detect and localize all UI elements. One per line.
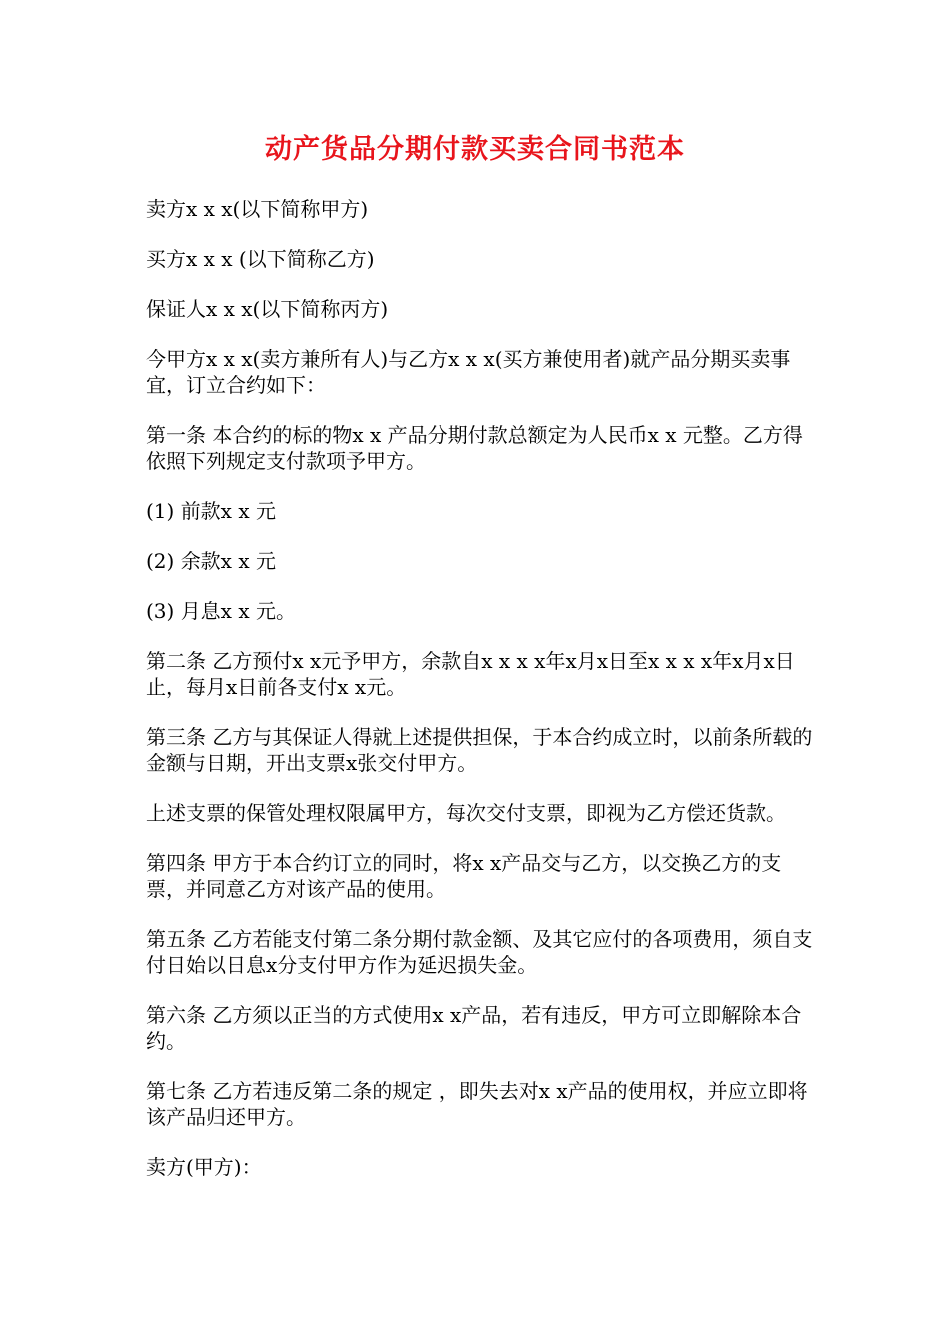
article-6-paragraph: 第六条 乙方须以正当的方式使用x x产品，若有违反，甲方可立即解除本合约。 (146, 1003, 802, 1053)
seller-signature-line: 卖方(甲方)： (146, 1155, 262, 1179)
guarantor-line: 保证人x x x(以下简称丙方) (146, 297, 389, 321)
article-5-paragraph: 第五条 乙方若能支付第二条分期付款金额、及其它应付的各项费用，须自支付日始以日息x分支付甲方作为延迟损失金。 (146, 927, 813, 977)
article-2-paragraph: 第二条 乙方预付x x元予甲方，余款自x x x x年x月x日至x x x x年x月x日止，每月x日前各支付x x元。 (146, 649, 795, 699)
document-title: 动产货品分期付款买卖合同书范本 (265, 134, 685, 165)
preamble-paragraph: 今甲方x x x(卖方兼所有人)与乙方x x x(买方兼使用者)就产品分期买卖事宜，订立合约如下： (146, 347, 791, 397)
seller-line: 卖方x x x(以下简称甲方) (146, 197, 369, 221)
article-7-paragraph: 第七条 乙方若违反第二条的规定 ，即失去对x x产品的使用权，并应立即将该产品归还甲方。 (146, 1079, 808, 1129)
article-1-paragraph: 第一条 本合约的标的物x x 产品分期付款总额定为人民币x x 元整。乙方得依照下列规定支付款项予甲方。 (146, 423, 803, 473)
document-body (146, 196, 816, 1204)
payment-item-2: (2) 余款x x 元 (146, 549, 276, 573)
payment-item-3: (3) 月息x x 元。 (146, 599, 296, 623)
payment-item-1: (1) 前款x x 元 (146, 499, 276, 523)
article-3-paragraph: 第三条 乙方与其保证人得就上述提供担保，于本合约成立时，以前条所载的金额与日期，开出支票x张交付甲方。 (146, 725, 813, 775)
article-4-paragraph: 第四条 甲方于本合约订立的同时，将x x产品交与乙方，以交换乙方的支票，并同意乙方对该产品的使用。 (146, 851, 782, 901)
cheque-custody-paragraph: 上述支票的保管处理权限属甲方，每次交付支票，即视为乙方偿还货款。 (146, 801, 786, 825)
buyer-line: 买方x x x (以下简称乙方) (146, 247, 375, 271)
